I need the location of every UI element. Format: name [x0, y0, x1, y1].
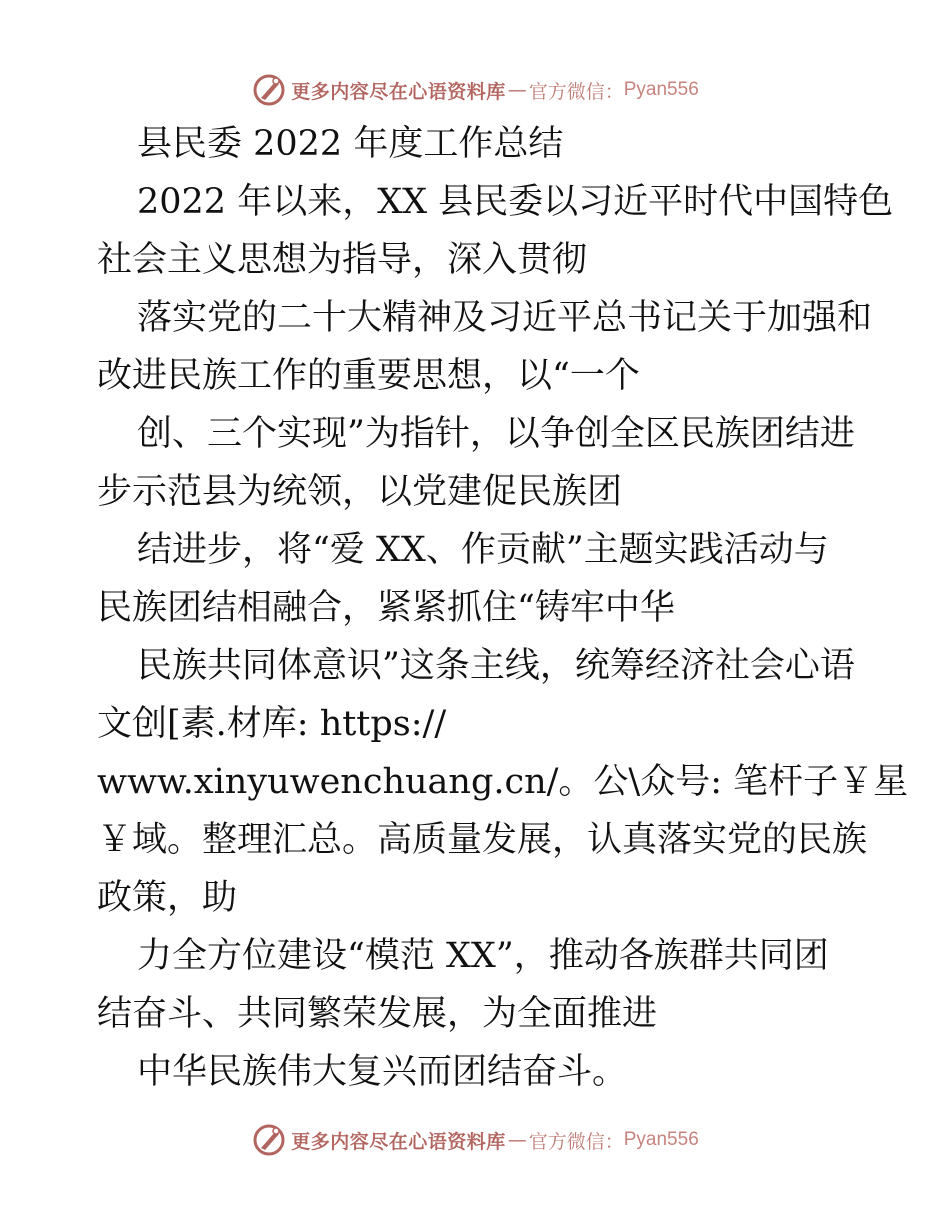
text-line: 2022 年以来，XX 县民委以习近平时代中国特色 — [137, 182, 894, 222]
text-line: 县民委 2022 年度工作总结 — [137, 124, 564, 164]
pen-logo-icon — [251, 1122, 287, 1158]
text-line: 社会主义思想为指导，深入贯彻 — [97, 240, 588, 280]
footer-wechat-label: 官方微信： — [528, 1130, 624, 1153]
header-wechat-label: 官方微信： — [528, 80, 624, 103]
text-line: 结进步，将“爱 XX、作贡献”主题实践活动与 — [137, 530, 829, 570]
header-separator: — — [507, 79, 527, 101]
text-line: ￥域。整理汇总。高质量发展，认真落实党的民族 — [97, 820, 868, 860]
header-wechat-id: Pyan556 — [623, 79, 699, 100]
text-line: 力全方位建设“模范 XX”，推动各族群共同团 — [137, 936, 829, 976]
header-banner — [0, 70, 950, 110]
footer-banner — [0, 1120, 950, 1160]
text-line: 结奋斗、共同繁荣发展，为全面推进 — [97, 994, 658, 1034]
text-line: 落实党的二十大精神及习近平总书记关于加强和 — [137, 298, 873, 338]
text-line: 改进民族工作的重要思想，以“一个 — [97, 356, 640, 396]
footer-brand: 更多内容尽在心语资料库 — [291, 1130, 506, 1153]
text-line: 步示范县为统领，以党建促民族团 — [97, 472, 623, 512]
footer-wechat-id: Pyan556 — [623, 1129, 699, 1150]
header-brand: 更多内容尽在心语资料库 — [291, 80, 506, 103]
text-line: 创、三个实现”为指针，以争创全区民族团结进 — [137, 414, 855, 454]
text-line: 民族团结相融合，紧紧抓住“铸牢中华 — [97, 588, 675, 628]
pen-logo-icon — [251, 72, 287, 108]
text-line: www.xinyuwenchuang.cn/。公\众号: 笔杆子￥星 — [97, 762, 909, 802]
text-line: 文创[素.材库: https:// — [97, 704, 447, 744]
text-line: 中华民族伟大复兴而团结奋斗。 — [137, 1052, 628, 1092]
footer-separator: — — [507, 1129, 527, 1151]
text-line: 政策，助 — [97, 878, 238, 918]
document-body — [97, 115, 909, 1101]
text-line: 民族共同体意识”这条主线，统筹经济社会心语 — [137, 646, 855, 686]
